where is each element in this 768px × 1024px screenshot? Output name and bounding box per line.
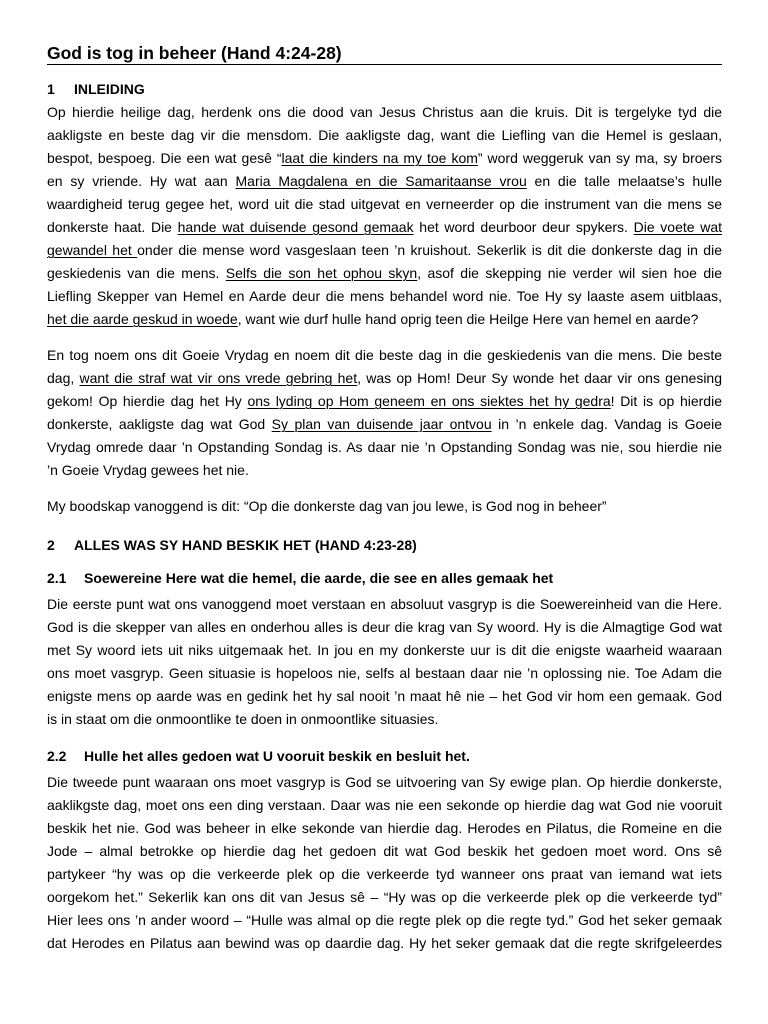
text-line: beskik het nie. God was beheer in elke sekonde van hierdie dag. Herodes en Pilatus, die Romeine en die xyxy=(47,820,722,836)
underlined-phrase: laat die kinders na my toe kom xyxy=(281,150,478,166)
document-body xyxy=(47,78,722,955)
paragraph xyxy=(47,593,722,731)
text-run: ” word weggeruk van sy ma, sy broers xyxy=(477,150,722,166)
subsection-number: 2.2 xyxy=(47,748,67,764)
text-line: Die tweede punt waaraan ons moet vasgryp is God se uitvoering van Sy ewige plan. Op hierdie donkerste, xyxy=(47,774,722,790)
underlined-phrase: ons lyding op Hom geneem en ons siektes het hy gedra xyxy=(247,393,611,409)
text-run: dag, xyxy=(47,370,80,386)
text-line: aaklikgste dag, moet ons een ding verstaan. Daar was nie een sekonde op hierdie dag wat God nie vooruit xyxy=(47,797,722,813)
underlined-phrase: Maria Magdalena en die Samaritaanse vrou xyxy=(235,173,527,189)
text-run: , was op Hom! Deur Sy wonde het daar vir ons genesing xyxy=(357,370,723,386)
text-line: enigste mens op aarde was en gedink het hy sal nooit ’n maat hê nie – het God vir hom een gemaak. God xyxy=(47,688,722,704)
text-line: oorgekom het.” Sekerlik kan ons dit van Jesus sê – “Hy was op die verkeerde plek op die verkeerde tyd” xyxy=(47,889,722,905)
text-line: Op hierdie heilige dag, herdenk ons die dood van Jesus Christus aan die kruis. Dit is tergelyke tyd die xyxy=(47,104,722,120)
text-line: Die eerste punt wat ons vanoggend moet verstaan en absoluut vasgryp is die Soewereinheid van die Here. xyxy=(47,596,722,612)
underlined-phrase: hande wat duisende gesond gemaak xyxy=(177,219,414,235)
text-line: aakligste en beste dag vir die mensdom. Die aakligste dag, want die Liefling van die Hemel is geslaan, xyxy=(47,127,722,143)
subsection-number: 2.1 xyxy=(47,570,67,586)
text-line: ’n Goeie Vrydag gewees het nie. xyxy=(47,462,249,478)
text-line xyxy=(47,170,722,193)
text-line xyxy=(47,216,722,239)
text-line: waardigheid terug gegee het, word uit die stad uitgevat en verneerder op die instrument van die mens se xyxy=(47,196,722,212)
text-line: dat Herodes en Pilatus aan bewind was op daardie dag. Hy het seker gemaak dat die regte skrifgeleerdes xyxy=(47,935,722,951)
text-run: donkerste, aakligste dag wat God xyxy=(47,416,272,432)
section-heading-text: ALLES WAS SY HAND BESKIK HET (HAND 4:23-28) xyxy=(74,537,417,553)
paragraph xyxy=(47,495,722,518)
section-heading xyxy=(47,534,722,557)
subsection-heading xyxy=(47,745,722,768)
text-run: donkerste haat. Die xyxy=(47,219,178,235)
text-line: Liefling Skepper van Hemel en Aarde deur die mens behandel word nie. Toe Hy sy laaste asem uitblaas, xyxy=(47,288,722,304)
section-heading xyxy=(47,78,722,101)
text-line xyxy=(47,262,722,285)
text-line: met Sy woord iets uit niks uitgemaak het. In jou en my donkerste uur is dit die enigste waarheid waaraan xyxy=(47,642,722,658)
underlined-phrase: want die straf wat vir ons vrede gebring het xyxy=(79,370,358,386)
underlined-phrase: het die aarde geskud in woede xyxy=(47,311,238,327)
paragraph xyxy=(47,771,722,955)
text-line: Hier lees ons ’n ander woord – “Hulle was almal op die regte plek op die regte tyd.” God het seker gemaak xyxy=(47,912,722,928)
subsection-heading-text: Hulle het alles gedoen wat U vooruit beskik en besluit het. xyxy=(84,748,470,764)
section-number: 1 xyxy=(47,81,55,97)
document-page xyxy=(47,42,722,955)
text-run: in ’n enkele dag. Vandag is Goeie xyxy=(491,416,722,432)
text-run: gekom! Op hierdie dag het Hy xyxy=(47,393,248,409)
text-line xyxy=(47,308,722,331)
subsection-heading-text: Soewereine Here wat die hemel, die aarde, die see en alles gemaak het xyxy=(84,570,554,586)
text-line xyxy=(47,367,722,390)
text-run: geskiedenis van die mens. xyxy=(47,265,226,281)
text-line xyxy=(47,239,722,262)
text-run: bespot, bespoeg. Die een wat gesê “ xyxy=(47,150,282,166)
text-line: is in staat om die onmoontlike te doen in onmoontlike situasies. xyxy=(47,711,439,727)
underlined-phrase: Die voete wat xyxy=(633,219,723,235)
text-run: , asof die skepping nie verder wil sien hoe die xyxy=(417,265,723,281)
underlined-phrase: Selfs die son het ophou skyn xyxy=(225,265,418,281)
paragraph xyxy=(47,344,722,482)
text-run: het word deurboor deur spykers. xyxy=(413,219,634,235)
text-line: ons moet vasgryp. Geen situasie is hopeloos nie, selfs al bestaan daar nie ’n oplossing nie. Toe Adam die xyxy=(47,665,722,681)
text-line: partykeer “hy was op die verkeerde plek op die verkeerde tyd wanneer ons praat van iemand wat iets xyxy=(47,866,722,882)
section-heading-text: INLEIDING xyxy=(74,81,145,97)
text-line xyxy=(47,147,722,170)
document-title: God is tog in beheer (Hand 4:24-28) xyxy=(47,42,722,65)
paragraph xyxy=(47,101,722,331)
text-line: En tog noem ons dit Goeie Vrydag en noem dit die beste dag in die geskiedenis van die mens. Die beste xyxy=(47,347,722,363)
text-run: , want wie durf hulle hand oprig teen die Heilge Here van hemel en aarde? xyxy=(237,311,699,327)
text-line: Vrydag omrede daar ’n Opstanding Sondag is. As daar nie ’n Opstanding Sondag was nie, sou hierdie nie xyxy=(47,439,722,455)
text-run: ! Dit is op hierdie xyxy=(610,393,722,409)
underlined-phrase: Sy plan van duisende jaar ontvou xyxy=(271,416,492,432)
text-line: My boodskap vanoggend is dit: “Op die donkerste dag van jou lewe, is God nog in beheer” xyxy=(47,498,607,514)
text-line xyxy=(47,390,722,413)
text-line: God is die skepper van alles en onderhou alles is deur die krag van Sy woord. Hy is die Almagtige God wat xyxy=(47,619,722,635)
text-line xyxy=(47,413,722,436)
text-run: en die talle melaatse’s hulle xyxy=(526,173,722,189)
underlined-phrase: gewandel het xyxy=(47,242,138,258)
text-line: Jode – almal betrokke op hierdie dag het gedoen dit wat God beskik het gedoen moet word. Ons sê xyxy=(47,843,722,859)
text-run: en sy vriende. Hy wat aan xyxy=(47,173,236,189)
subsection-heading xyxy=(47,567,722,590)
text-run: onder die mense word vasgeslaan teen ’n kruishout. Sekerlik is dit die donkerste dag in die xyxy=(137,242,722,258)
section-number: 2 xyxy=(47,537,55,553)
